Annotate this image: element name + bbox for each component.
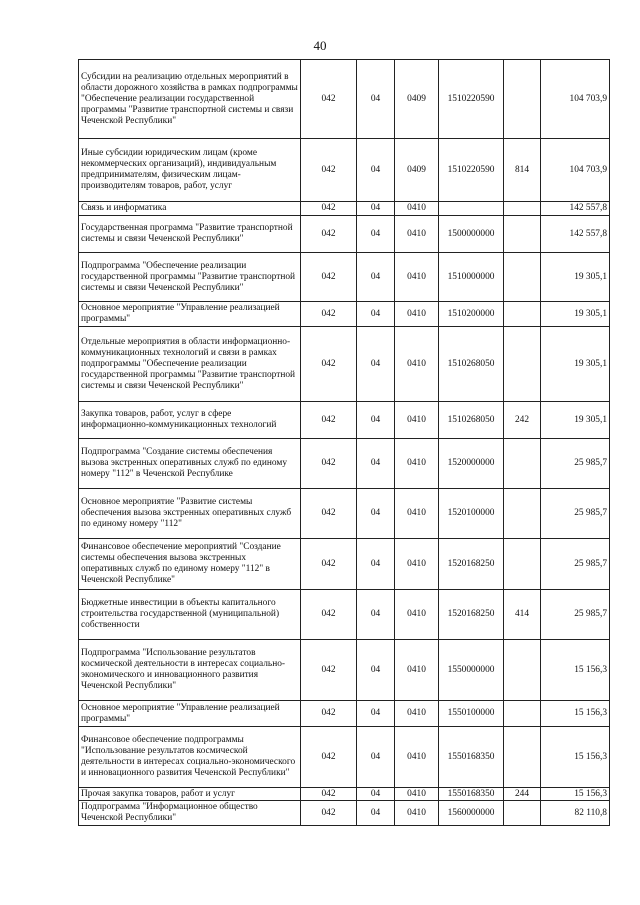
row-subsection-cell: 0410 [395, 701, 439, 727]
row-name-cell: Финансовое обеспечение подпрограммы "Использование результатов космической деятельности в интересах социально-экономического и инновационного развития Чеченской Республики" [79, 727, 301, 788]
table-row [79, 590, 610, 640]
row-subsection-cell: 0410 [395, 801, 439, 826]
row-name-cell: Финансовое обеспечение мероприятий "Создание системы обеспечения вызова экстренных оперативных служб по единому номеру "112" в Чеченской Республике" [79, 539, 301, 590]
row-sum-cell: 142 557,8 [541, 216, 610, 253]
row-target-cell: 1550000000 [439, 640, 504, 701]
row-kind-cell [504, 640, 541, 701]
row-section-cell: 04 [357, 253, 395, 302]
row-kind-cell [504, 253, 541, 302]
row-target-cell: 1510000000 [439, 253, 504, 302]
row-ministry-cell: 042 [301, 640, 357, 701]
row-subsection-cell: 0410 [395, 539, 439, 590]
row-ministry-cell: 042 [301, 216, 357, 253]
row-subsection-cell: 0410 [395, 489, 439, 539]
row-subsection-cell: 0410 [395, 302, 439, 327]
row-kind-cell [504, 302, 541, 327]
row-name-cell: Подпрограмма "Обеспечение реализации государственной программы "Развитие транспортной системы и связи Чеченской Республики" [79, 253, 301, 302]
row-sum-cell: 25 985,7 [541, 539, 610, 590]
row-target-cell: 1550168350 [439, 788, 504, 801]
row-subsection-cell: 0410 [395, 216, 439, 253]
row-kind-cell [504, 727, 541, 788]
row-name-cell: Основное мероприятие "Управление реализацией программы" [79, 302, 301, 327]
row-ministry-cell: 042 [301, 60, 357, 139]
row-target-cell: 1550168350 [439, 727, 504, 788]
row-subsection-cell: 0410 [395, 402, 439, 439]
row-section-cell: 04 [357, 539, 395, 590]
row-kind-cell [504, 60, 541, 139]
row-target-cell: 1520100000 [439, 489, 504, 539]
row-ministry-cell: 042 [301, 327, 357, 402]
row-subsection-cell: 0410 [395, 327, 439, 402]
row-section-cell: 04 [357, 439, 395, 489]
row-name-cell: Подпрограмма "Использование результатов космической деятельности в интересах социально-экономического и инновационного развития Чеченской Республики" [79, 640, 301, 701]
row-sum-cell: 19 305,1 [541, 253, 610, 302]
table-row [79, 539, 610, 590]
row-ministry-cell: 042 [301, 590, 357, 640]
row-target-cell: 1500000000 [439, 216, 504, 253]
table-row [79, 202, 610, 216]
row-ministry-cell: 042 [301, 727, 357, 788]
row-target-cell: 1520000000 [439, 439, 504, 489]
row-sum-cell: 15 156,3 [541, 640, 610, 701]
row-kind-cell: 244 [504, 788, 541, 801]
table-row [79, 253, 610, 302]
row-sum-cell: 25 985,7 [541, 439, 610, 489]
row-section-cell: 04 [357, 801, 395, 826]
row-sum-cell: 15 156,3 [541, 788, 610, 801]
table-row [79, 439, 610, 489]
table-row [79, 727, 610, 788]
row-sum-cell: 25 985,7 [541, 590, 610, 640]
row-kind-cell [504, 439, 541, 489]
row-target-cell [439, 202, 504, 216]
row-sum-cell: 104 703,9 [541, 60, 610, 139]
row-sum-cell: 19 305,1 [541, 402, 610, 439]
row-name-cell: Иные субсидии юридическим лицам (кроме некоммерческих организаций), индивидуальным предпринимателям, физическим лицам-производителям товаров, работ, услуг [79, 139, 301, 202]
table-row [79, 801, 610, 826]
row-name-cell: Прочая закупка товаров, работ и услуг [79, 788, 301, 801]
row-kind-cell [504, 701, 541, 727]
row-subsection-cell: 0410 [395, 640, 439, 701]
row-target-cell: 1520168250 [439, 539, 504, 590]
row-section-cell: 04 [357, 60, 395, 139]
row-target-cell: 1520168250 [439, 590, 504, 640]
row-section-cell: 04 [357, 202, 395, 216]
row-section-cell: 04 [357, 216, 395, 253]
page-number: 40 [313, 38, 327, 53]
row-kind-cell [504, 216, 541, 253]
row-subsection-cell: 0410 [395, 439, 439, 489]
row-subsection-cell: 0410 [395, 727, 439, 788]
row-ministry-cell: 042 [301, 402, 357, 439]
row-section-cell: 04 [357, 302, 395, 327]
row-name-cell: Основное мероприятие "Развитие системы обеспечения вызова экстренных оперативных служб по единому номеру "112" [79, 489, 301, 539]
row-section-cell: 04 [357, 788, 395, 801]
budget-table [78, 59, 610, 826]
row-kind-cell [504, 489, 541, 539]
table-row [79, 302, 610, 327]
row-name-cell: Отдельные мероприятия в области информационно-коммуникационных технологий и связи в рамках подпрограммы "Обеспечение реализации государственной программы "Развитие транспортной системы и связи Чеченской Республики" [79, 327, 301, 402]
row-name-cell: Основное мероприятие "Управление реализацией программы" [79, 701, 301, 727]
row-ministry-cell: 042 [301, 439, 357, 489]
row-ministry-cell: 042 [301, 788, 357, 801]
row-ministry-cell: 042 [301, 253, 357, 302]
table-row [79, 60, 610, 139]
row-ministry-cell: 042 [301, 139, 357, 202]
table-row [79, 402, 610, 439]
row-target-cell: 1550100000 [439, 701, 504, 727]
row-target-cell: 1510268050 [439, 402, 504, 439]
row-target-cell: 1510200000 [439, 302, 504, 327]
row-name-cell: Подпрограмма "Информационное общество Чеченской Республики" [79, 801, 301, 826]
row-section-cell: 04 [357, 590, 395, 640]
row-name-cell: Подпрограмма "Создание системы обеспечения вызова экстренных оперативных служб по единому номеру "112" в Чеченской Республике [79, 439, 301, 489]
row-ministry-cell: 042 [301, 801, 357, 826]
row-section-cell: 04 [357, 701, 395, 727]
row-name-cell: Субсидии на реализацию отдельных мероприятий в области дорожного хозяйства в рамках подпрограммы "Обеспечение реализации государственной программы "Развитие транспортной системы и связи Чеченской Республики" [79, 60, 301, 139]
row-section-cell: 04 [357, 640, 395, 701]
row-ministry-cell: 042 [301, 489, 357, 539]
row-target-cell: 1510268050 [439, 327, 504, 402]
row-sum-cell: 15 156,3 [541, 701, 610, 727]
table-row [79, 701, 610, 727]
row-sum-cell: 15 156,3 [541, 727, 610, 788]
row-subsection-cell: 0410 [395, 202, 439, 216]
row-sum-cell: 19 305,1 [541, 327, 610, 402]
row-sum-cell: 19 305,1 [541, 302, 610, 327]
row-section-cell: 04 [357, 139, 395, 202]
row-kind-cell: 814 [504, 139, 541, 202]
row-ministry-cell: 042 [301, 701, 357, 727]
row-name-cell: Государственная программа "Развитие транспортной системы и связи Чеченской Республики" [79, 216, 301, 253]
table-row [79, 139, 610, 202]
row-section-cell: 04 [357, 727, 395, 788]
row-section-cell: 04 [357, 327, 395, 402]
table-row [79, 489, 610, 539]
table-row [79, 216, 610, 253]
row-name-cell: Закупка товаров, работ, услуг в сфере информационно-коммуникационных технологий [79, 402, 301, 439]
row-subsection-cell: 0410 [395, 788, 439, 801]
row-kind-cell [504, 801, 541, 826]
table-row [79, 788, 610, 801]
row-name-cell: Бюджетные инвестиции в объекты капитального строительства государственной (муниципальной) собственности [79, 590, 301, 640]
row-name-cell: Связь и информатика [79, 202, 301, 216]
row-ministry-cell: 042 [301, 202, 357, 216]
row-kind-cell: 414 [504, 590, 541, 640]
row-target-cell: 1510220590 [439, 60, 504, 139]
row-sum-cell: 104 703,9 [541, 139, 610, 202]
row-sum-cell: 82 110,8 [541, 801, 610, 826]
row-target-cell: 1560000000 [439, 801, 504, 826]
table-row [79, 327, 610, 402]
row-subsection-cell: 0410 [395, 590, 439, 640]
row-ministry-cell: 042 [301, 302, 357, 327]
table-row [79, 640, 610, 701]
row-kind-cell [504, 539, 541, 590]
row-subsection-cell: 0409 [395, 60, 439, 139]
budget-table-body [79, 60, 610, 826]
row-section-cell: 04 [357, 402, 395, 439]
row-target-cell: 1510220590 [439, 139, 504, 202]
row-kind-cell [504, 202, 541, 216]
row-subsection-cell: 0409 [395, 139, 439, 202]
row-kind-cell [504, 327, 541, 402]
row-sum-cell: 142 557,8 [541, 202, 610, 216]
row-section-cell: 04 [357, 489, 395, 539]
row-kind-cell: 242 [504, 402, 541, 439]
row-ministry-cell: 042 [301, 539, 357, 590]
row-sum-cell: 25 985,7 [541, 489, 610, 539]
row-subsection-cell: 0410 [395, 253, 439, 302]
